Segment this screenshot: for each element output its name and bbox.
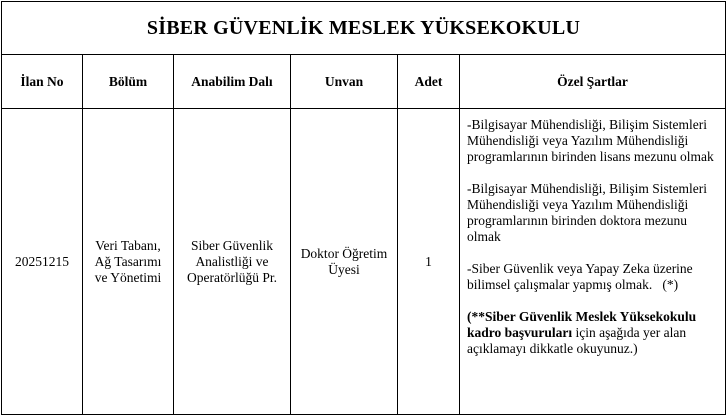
cell-ozel-sartlar xyxy=(460,109,726,415)
page-title: SİBER GÜVENLİK MESLEK YÜKSEKOKULU xyxy=(2,2,726,55)
cell-unvan xyxy=(291,109,398,415)
cell-anabilim-dali xyxy=(174,109,291,415)
condition-lisans: -Bilgisayar Mühendisliği, Bilişim Sistemleri Mühendisliği veya Yazılım Mühendisliği programlarının birinden lisans mezunu olmak xyxy=(467,117,714,164)
condition-doktora: -Bilgisayar Mühendisliği, Bilişim Sistemleri Mühendisliği veya Yazılım Mühendisliği programlarının birinden doktora mezunu olmak xyxy=(467,181,707,244)
header-bolum: Bölüm xyxy=(83,55,174,109)
note-bold-text: **Siber Güvenlik Meslek Yüksekokulu kadro başvuruları xyxy=(467,309,697,340)
header-anabilim-dali: Anabilim Dalı xyxy=(174,55,291,109)
bolum-text: Veri Tabanı, Ağ Tasarımı ve Yönetimi xyxy=(94,237,162,285)
cell-bolum xyxy=(83,109,174,415)
header-ilan-no: İlan No xyxy=(2,55,83,109)
anabilim-dali-text: Siber Güvenlik Analistliği ve Operatörlüğü Pr. xyxy=(187,237,277,285)
position-table xyxy=(1,1,726,415)
note-rest-text: için aşağıda yer alan açıklamayı dikkatle okuyunuz.) xyxy=(467,325,687,356)
condition-research: -Siber Güvenlik veya Yapay Zeka üzerine bilimsel çalışmalar yapmış olmak. (*) xyxy=(467,261,697,292)
header-unvan: Unvan xyxy=(291,55,398,109)
header-ozel-sartlar: Özel Şartlar xyxy=(460,55,726,109)
cell-adet: 1 xyxy=(398,109,460,415)
application-note xyxy=(467,309,719,357)
table-row xyxy=(2,109,726,415)
note-open-paren: ( xyxy=(467,309,472,324)
cell-ilan-no: 20251215 xyxy=(2,109,83,415)
header-adet: Adet xyxy=(398,55,460,109)
unvan-text: Doktor Öğretim Üyesi xyxy=(300,245,388,277)
